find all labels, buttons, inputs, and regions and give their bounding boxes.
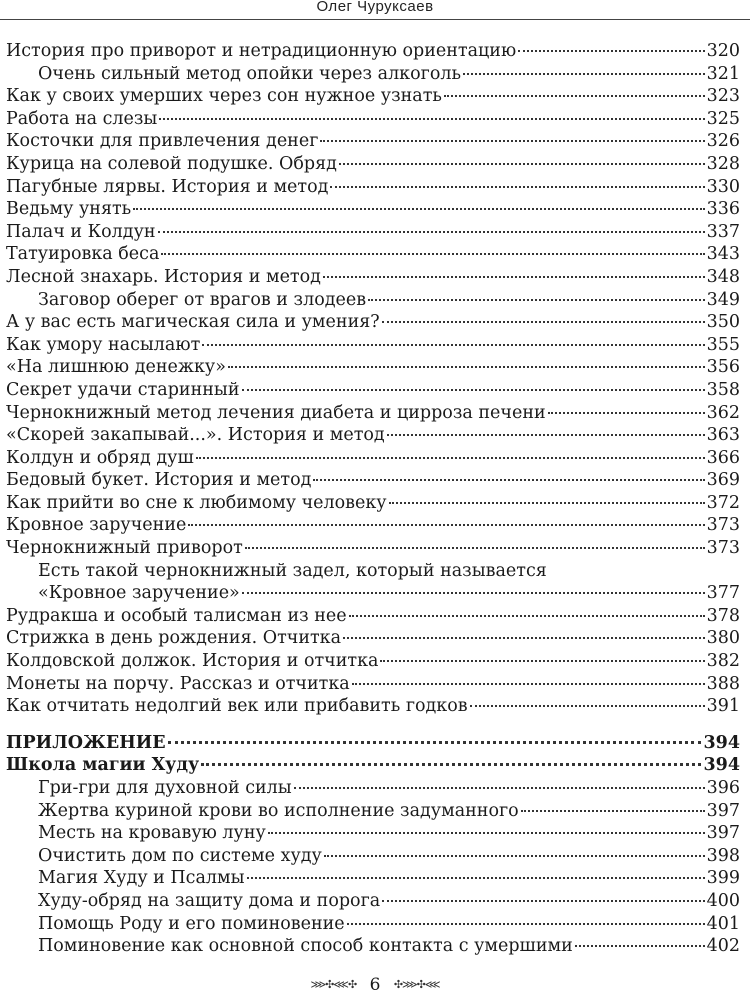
table-of-contents [6, 40, 740, 958]
toc-entry-title: Ведьму унять [6, 199, 132, 220]
toc-entry[interactable] [6, 560, 740, 583]
toc-entry-title: Помощь Роду и его поминовение [38, 913, 345, 934]
toc-entry-title: «Скорей закапывай...». История и метод [6, 425, 385, 446]
toc-entry[interactable] [6, 777, 740, 800]
toc-entry-title: Татуировка беса [6, 244, 160, 265]
toc-entry-title: История про приворот и нетрадиционную ориентацию [6, 41, 517, 61]
toc-entry-page: 391 [706, 696, 740, 717]
toc-entry-title: Месть на кровавую луну [38, 823, 266, 844]
toc-entry-title: Заговор оберег от врагов и злодеев [38, 289, 367, 310]
toc-entry-title: «На лишнюю денежку» [6, 357, 226, 378]
toc-entry[interactable] [6, 492, 740, 515]
toc-dot-leader [133, 208, 704, 210]
toc-entry-title: Стрижка в день рождения. Отчитка [6, 628, 342, 649]
toc-entry[interactable] [6, 673, 740, 696]
toc-entry-title: Бедовый букет. История и метод [6, 470, 312, 491]
toc-entry-title: «Кровное заручение» [38, 583, 240, 604]
toc-entry[interactable] [6, 447, 740, 470]
toc-entry-page: 398 [706, 845, 740, 866]
toc-entry[interactable] [6, 867, 740, 890]
toc-dot-leader [168, 741, 702, 744]
toc-entry[interactable] [6, 379, 740, 402]
toc-entry-title: Работа на слезы [6, 108, 158, 129]
toc-entry-title: Как прийти во сне к любимому человеку [6, 492, 387, 513]
toc-dot-leader [387, 434, 705, 436]
toc-dot-leader [320, 140, 704, 142]
toc-dot-leader [323, 276, 705, 278]
toc-dot-leader [575, 945, 705, 947]
toc-entry[interactable] [6, 800, 740, 823]
toc-entry-title: Очень сильный метод опойки через алкоголь [38, 63, 462, 84]
toc-entry-title: Колдун и обряд душ [6, 447, 194, 468]
toc-dot-leader [247, 877, 705, 879]
toc-dot-leader [196, 457, 705, 459]
toc-entry-page: 363 [706, 425, 740, 446]
toc-entry[interactable] [6, 356, 740, 379]
toc-entry[interactable] [6, 822, 740, 845]
toc-entry-title: Монеты на порчу. Рассказ и отчитка [6, 673, 350, 694]
toc-entry-page: 326 [706, 131, 740, 152]
author-name: Олег Чуруксаев [316, 0, 434, 15]
toc-entry-title: Чернокнижный приворот [6, 538, 243, 559]
toc-dot-leader [339, 163, 705, 165]
toc-entry[interactable] [6, 334, 740, 357]
toc-entry-title: Поминовение как основной способ контакта с умершими [38, 936, 573, 957]
toc-entry-page: 330 [706, 176, 740, 197]
toc-entry[interactable] [6, 845, 740, 868]
page-number: 6 [369, 974, 381, 995]
toc-dot-leader [161, 253, 704, 255]
toc-dot-leader [294, 787, 705, 789]
toc-dot-leader [463, 73, 705, 75]
toc-dot-leader [324, 855, 705, 857]
toc-entry[interactable] [6, 198, 740, 221]
toc-entry-page: 343 [706, 244, 740, 265]
toc-entry-title: Как отчитать недолгий век или прибавить годков [6, 696, 468, 717]
toc-entry[interactable] [6, 537, 740, 560]
toc-dot-leader [444, 95, 705, 97]
toc-entry-title: Пагубные лярвы. История и метод [6, 176, 329, 197]
toc-entry-title: Есть такой чернокнижный задел, который называется [38, 560, 547, 581]
toc-entry-page: 377 [706, 583, 740, 604]
toc-entry-title: Жертва куриной крови во исполнение задуманного [38, 800, 519, 821]
toc-entry[interactable] [6, 289, 740, 312]
toc-entry-page: 328 [706, 153, 740, 174]
toc-entry-title: Косточки для привлечения денег [6, 131, 319, 152]
toc-entry-title: Худу-обряд на защиту дома и порога [38, 890, 381, 911]
toc-entry-page: 336 [706, 199, 740, 220]
toc-entry-page: 397 [706, 800, 740, 821]
toc-entry-page: 400 [706, 890, 740, 911]
toc-dot-leader [188, 524, 704, 526]
toc-entry-page: 355 [706, 334, 740, 355]
toc-dot-leader [368, 299, 705, 301]
toc-entry-page: 366 [706, 447, 740, 468]
toc-dot-leader [518, 50, 704, 52]
toc-dot-leader [470, 705, 705, 707]
toc-entry-page: 373 [706, 538, 740, 559]
toc-dot-leader [347, 923, 705, 925]
toc-entry-page: 362 [706, 402, 740, 423]
toc-dot-leader [158, 231, 705, 233]
toc-dot-leader [352, 683, 705, 685]
toc-entry[interactable] [6, 605, 740, 628]
toc-entry[interactable] [6, 582, 740, 605]
toc-entry-title: Чернокнижный метод лечения диабета и цирроза печени [6, 402, 546, 423]
toc-dot-leader [521, 810, 705, 812]
toc-dot-leader [245, 547, 705, 549]
toc-entry-page: 388 [706, 673, 740, 694]
toc-entry-page: 321 [706, 63, 740, 84]
toc-dot-leader [159, 118, 704, 120]
toc-entry-title: Гри-гри для духовной силы [38, 778, 292, 798]
footer-ornament-right: ✣⋙✣⋘ [393, 977, 440, 991]
toc-entry-page: 396 [706, 778, 740, 798]
toc-dot-leader [202, 344, 704, 346]
toc-entry[interactable] [6, 514, 740, 537]
toc-entry[interactable] [6, 402, 740, 425]
toc-dot-leader [389, 502, 705, 504]
toc-entry-title: Лесной знахарь. История и метод [6, 266, 321, 287]
toc-entry-title: Очистить дом по системе худу [38, 845, 322, 866]
toc-entry-page: 382 [706, 651, 740, 672]
toc-entry-title: ПРИЛОЖЕНИЕ [6, 732, 166, 753]
toc-dot-leader [268, 832, 705, 834]
toc-dot-leader [349, 615, 705, 617]
toc-entry-page: 337 [706, 221, 740, 242]
toc-entry-title: Кровное заручение [6, 515, 187, 536]
toc-entry[interactable] [6, 243, 740, 266]
toc-dot-leader [313, 479, 704, 481]
toc-dot-leader [380, 660, 704, 662]
toc-entry[interactable] [6, 266, 740, 289]
toc-entry-title: Курица на солевой подушке. Обряд [6, 153, 337, 174]
toc-dot-leader [228, 366, 705, 368]
toc-entry-page: 402 [706, 936, 740, 957]
toc-entry[interactable] [6, 913, 740, 936]
toc-entry[interactable] [6, 650, 740, 673]
toc-entry[interactable] [6, 627, 740, 650]
toc-entry-title: Как умору насылают [6, 334, 201, 355]
toc-entry-page: 397 [706, 823, 740, 844]
toc-dot-leader [382, 900, 704, 902]
toc-dot-leader [382, 321, 705, 323]
toc-entry-page: 356 [706, 357, 740, 378]
toc-entry-page: 348 [706, 266, 740, 287]
toc-entry-page: 394 [703, 755, 740, 776]
running-head [0, 0, 750, 22]
toc-entry-page: 358 [706, 379, 740, 400]
toc-entry[interactable] [6, 108, 740, 131]
toc-entry-page: 369 [706, 470, 740, 491]
header-rule [0, 19, 750, 20]
toc-entry[interactable] [6, 63, 740, 86]
toc-dot-leader [343, 637, 705, 639]
toc-entry-page: 399 [706, 868, 740, 889]
toc-entry[interactable] [6, 695, 740, 718]
toc-dot-leader [330, 186, 704, 188]
section-gap [6, 718, 740, 732]
toc-entry-page: 373 [706, 515, 740, 536]
toc-dot-leader [548, 412, 705, 414]
toc-entry[interactable] [6, 935, 740, 958]
toc-entry[interactable] [6, 424, 740, 447]
toc-entry[interactable] [6, 890, 740, 913]
toc-entry-page: 325 [706, 108, 740, 129]
toc-entry-page: 378 [706, 605, 740, 626]
toc-entry-title: Секрет удачи старинный [6, 379, 240, 400]
toc-entry[interactable] [6, 311, 740, 334]
page-footer [0, 972, 750, 996]
toc-entry-title: Палач и Колдун [6, 221, 156, 242]
toc-dot-leader [201, 763, 701, 766]
toc-entry-page: 394 [703, 732, 740, 753]
footer-ornament-left: ⋙✣⋘✣ [310, 977, 357, 991]
toc-section-heading[interactable] [6, 754, 740, 777]
toc-entry-title: Колдовской должок. История и отчитка [6, 651, 379, 672]
toc-entry-title: Рудракша и особый талисман из нее [6, 605, 347, 626]
toc-entry[interactable] [6, 153, 740, 176]
toc-entry[interactable] [6, 130, 740, 153]
toc-entry-title: Школа магии Худу [6, 755, 200, 776]
toc-entry-page: 372 [706, 492, 740, 513]
toc-entry-title: Магия Худу и Псалмы [38, 868, 245, 889]
toc-entry-title: Как у своих умерших через сон нужное узнать [6, 86, 442, 107]
toc-entry-page: 323 [706, 86, 740, 107]
toc-entry-page: 320 [706, 41, 740, 61]
toc-entry[interactable] [6, 85, 740, 108]
toc-entry[interactable] [6, 469, 740, 492]
toc-entry[interactable] [6, 176, 740, 199]
toc-entry[interactable] [6, 40, 740, 63]
toc-entry[interactable] [6, 221, 740, 244]
toc-entry-page: 349 [706, 289, 740, 310]
toc-dot-leader [242, 389, 705, 391]
toc-entry-page: 350 [706, 312, 740, 333]
toc-entry-page: 401 [706, 913, 740, 934]
toc-dot-leader [242, 592, 705, 594]
toc-entry-title: А у вас есть магическая сила и умения? [6, 312, 380, 333]
toc-entry-page: 380 [706, 628, 740, 649]
toc-section-heading[interactable] [6, 732, 740, 755]
